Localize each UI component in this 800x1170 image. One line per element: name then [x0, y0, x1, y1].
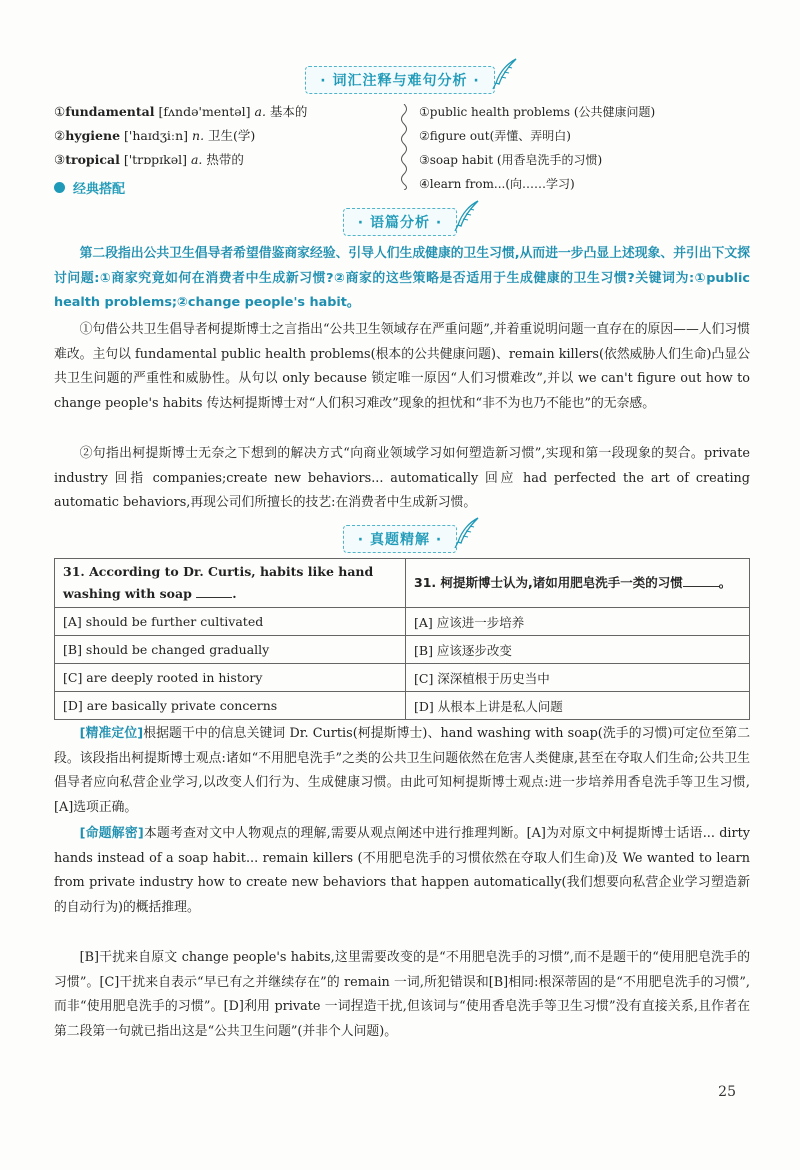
table-row: [55, 664, 750, 692]
question-stem-en: 31. According to Dr. Curtis, habits like hand washing with soap .: [55, 559, 406, 608]
passage-banner: [0, 208, 800, 236]
decode-label: [命题解密]: [79, 826, 144, 841]
locate-label: [精准定位]: [79, 726, 144, 741]
vocab-item: ②hygiene ['haɪdʒiːn] n. 卫生(学): [54, 128, 256, 143]
question-stem-cn: 31. 柯提斯博士认为,诸如用肥皂洗手一类的习惯 。: [406, 559, 750, 608]
table-row: [55, 559, 750, 608]
passage-banner-box: [343, 208, 457, 236]
vocab-list: [54, 100, 384, 172]
option-c-en: [C] are deeply rooted in history: [55, 664, 406, 692]
quill-pen-icon: [452, 516, 482, 550]
quill-pen-icon: [490, 57, 520, 91]
explanation-distractors: [B]干扰来自原文 change people's habits,这里需要改变的是“不用肥皂洗手的习惯”,而不是题干的“使用肥皂洗手的习惯”。[C]干扰来自表示“早已有之并继续存在”的 remain 一词,所犯错误和[B]相同:根深蒂固的是“不用肥皂洗手的习惯”,而非“使用肥皂洗手的习惯”。[D]利用 private 一词捏造干扰,但该词与“使用香皂洗手等卫生习惯”没有直接关系,且作者在第二段第一句就已指出这是“公共卫生问题”(并非个人问题)。: [54, 950, 750, 1039]
locate-text: 根据题干中的信息关键词 Dr. Curtis(柯提斯博士)、hand washing with soap(洗手的习惯)可定位至第二段。该段指出柯提斯博士观点:诸如“不用肥皂洗手”之类的公共卫生问题依然在危害人类健康,甚至在夺取人们生命;公共卫生倡导者应向私营企业学习,以改变人们行为、生成健康习惯。由此可知柯提斯博士观点:进一步培养用香皂洗手等卫生习惯,[A]选项正确。: [54, 726, 750, 815]
option-a-cn: [A] 应该进一步培养: [406, 608, 750, 636]
analysis-paragraph-2: ②句指出柯提斯博士无奈之下想到的解决方式“向商业领域学习如何塑造新习惯”,实现和第一段现象的契合。private industry 回指 companies;create new behaviors... automatically 回应 had perfected the art of creating automatic behaviors,再现公司们所擅长的技艺:在消费者中生成新习惯。: [54, 446, 750, 511]
analysis-paragraph-1: ①句借公共卫生倡导者柯提斯博士之言指出“公共卫生领域存在严重问题”,并着重说明问题一直存在的原因——人们习惯难改。主句以 fundamental public health problems(根本的公共健康问题)、remain killers(依然威胁人们生命)凸显公共卫生问题的严重性和威胁性。从句以 only because 锁定唯一原因“人们习惯难改”,并以 we can't figure out how to change people's habits 传达柯提斯博士对“人们积习难改”现象的担忧和“非不为也乃不能也”的无奈感。: [54, 322, 750, 411]
option-b-cn: [B] 应该逐步改变: [406, 636, 750, 664]
vocab-item: ①fundamental [fʌndə'mentəl] a. 基本的: [54, 104, 308, 119]
quill-pen-icon: [452, 199, 482, 233]
vocab-section: [54, 100, 774, 196]
question-banner-box: [343, 525, 457, 553]
table-row: [55, 608, 750, 636]
table-row: [55, 636, 750, 664]
page-number: 25: [718, 1084, 736, 1100]
option-c-cn: [C] 深深植根于历史当中: [406, 664, 750, 692]
wavy-divider-icon: [397, 104, 411, 190]
option-b-en: [B] should be changed gradually: [55, 636, 406, 664]
classic-collocation-label: 经典搭配: [54, 178, 125, 197]
vocab-banner: [0, 66, 800, 94]
vocab-banner-box: [305, 66, 494, 94]
vocab-item: ③tropical ['trɒpɪkəl] a. 热带的: [54, 152, 244, 167]
vocab-banner-title: · 词汇注释与难句分析 ·: [320, 73, 480, 89]
question-banner-title: · 真题精解 ·: [357, 532, 443, 548]
question-banner: [0, 525, 800, 553]
collocation-item: ③soap habit (用香皂洗手的习惯): [419, 153, 603, 167]
collocation-list: [419, 100, 759, 196]
question-table: [54, 558, 750, 720]
option-d-cn: [D] 从根本上讲是私人问题: [406, 692, 750, 720]
answer-blank: [196, 585, 232, 598]
table-row: [55, 692, 750, 720]
collocation-item: ②figure out(弄懂、弄明白): [419, 129, 571, 143]
passage-summary: 第二段指出公共卫生倡导者希望借鉴商家经验、引导人们生成健康的卫生习惯,从而进一步凸显上述现象、并引出下文探讨问题:①商家究竟如何在消费者中生成新习惯?②商家的这些策略是否适用于生成健康的卫生习惯?关键词为:①public health problems;②change people's habit。: [54, 246, 750, 311]
passage-banner-title: · 语篇分析 ·: [357, 215, 443, 231]
collocation-item: ④learn from...(向……学习): [419, 177, 575, 191]
answer-blank: [683, 574, 719, 587]
option-a-en: [A] should be further cultivated: [55, 608, 406, 636]
collocation-item: ①public health problems (公共健康问题): [419, 105, 656, 119]
bullet-dot-icon: [54, 182, 65, 193]
explanation-decode: [54, 822, 750, 920]
explanation-locate: [54, 722, 750, 820]
decode-text: 本题考查对文中人物观点的理解,需要从观点阐述中进行推理判断。[A]为对原文中柯提斯博士话语... dirty hands instead of a soap habit... remain killers (不用肥皂洗手的习惯依然在夺取人们生命)及 We wanted to learn from private industry how to create new behaviors that happen automatically(我们想要向私营企业学习塑造新的自动行为)的概括推理。: [54, 826, 750, 915]
option-d-en: [D] are basically private concerns: [55, 692, 406, 720]
